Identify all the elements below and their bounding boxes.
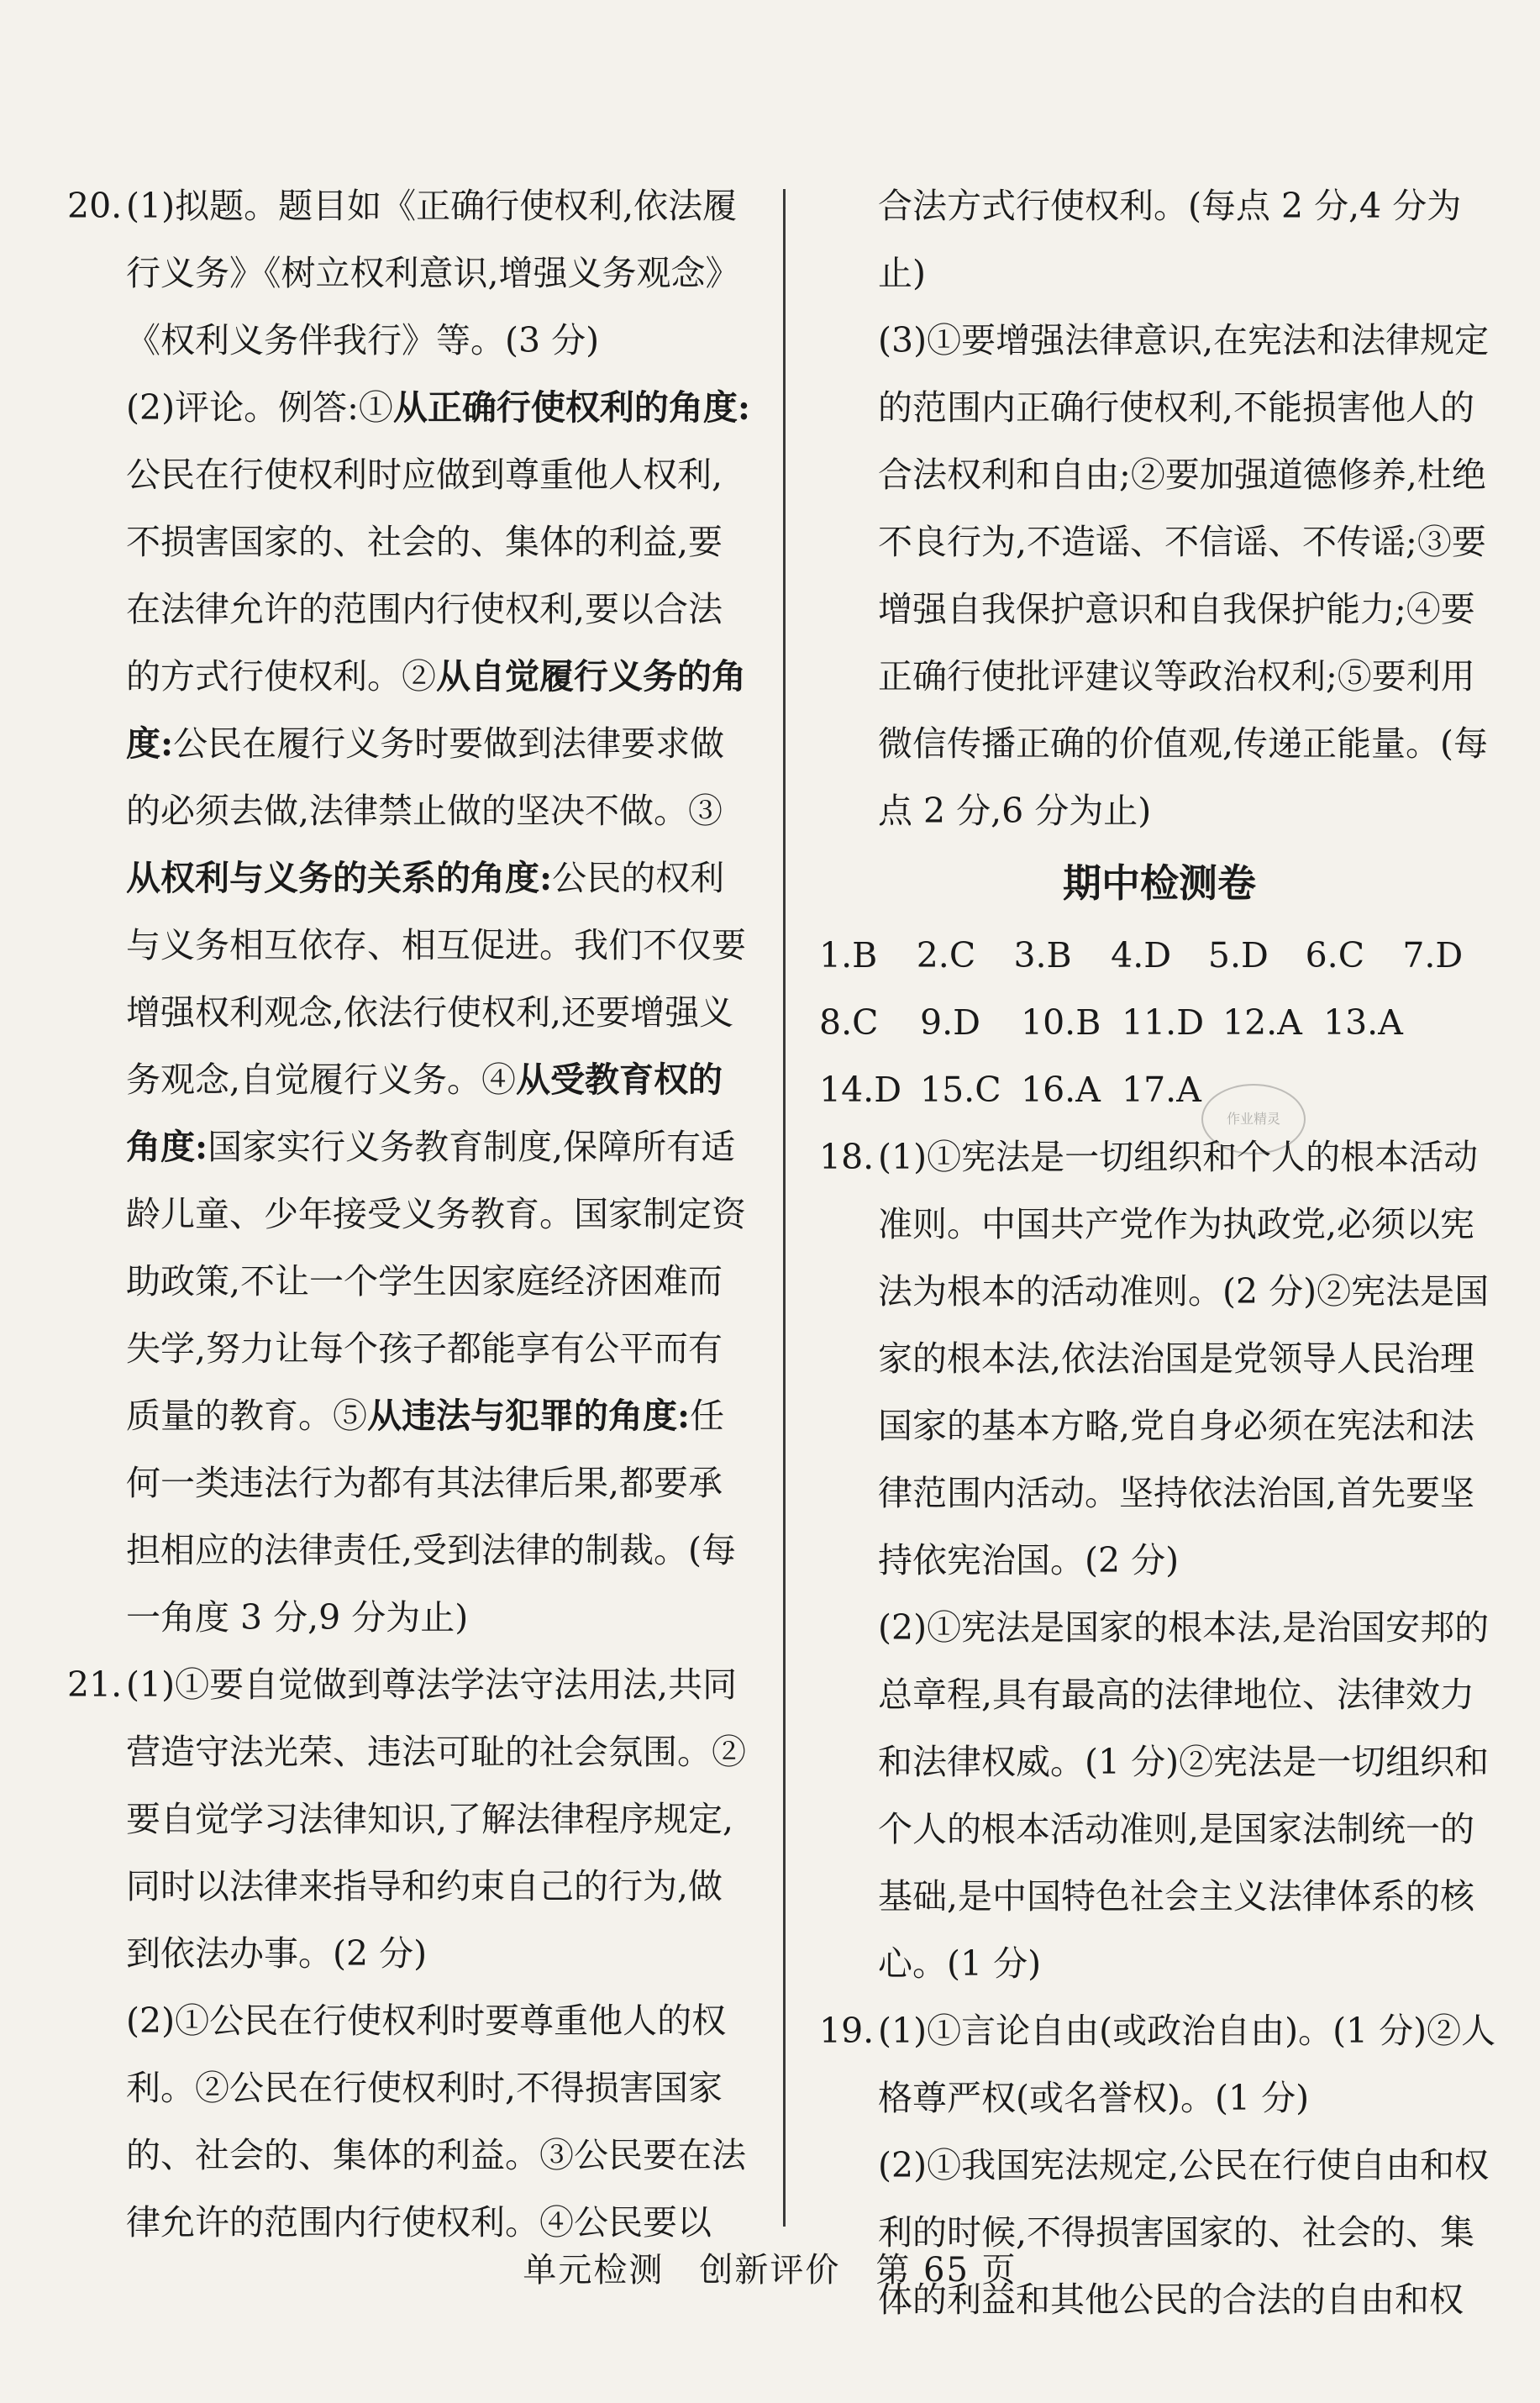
answer-key: 12.A — [1222, 1002, 1302, 1043]
answer-key: 17.A — [1122, 1070, 1201, 1110]
answer-row — [819, 1056, 1500, 1123]
answer-key: 1.B — [819, 935, 878, 975]
answer-paragraph: 合法方式行使权利。(每点 2 分,4 分为止) — [878, 186, 1462, 293]
answer-paragraph: (2)①宪法是国家的根本法,是治国安邦的总章程,具有最高的法律地位、法律效力和法律权威。(1 分)②宪法是一切组织和个人的根本活动准则,是国家法制统一的基础,是中国特色社会主义法律体系的核心。(1 分) — [878, 1607, 1490, 1984]
answer-key: 5.D — [1207, 935, 1269, 975]
answer-key: 15.C — [920, 1070, 1001, 1110]
bold-heading: 从权利与义务的关系的角度: — [126, 858, 553, 898]
choice-answers — [819, 922, 1500, 1123]
bold-heading: 从违法与犯罪的角度: — [367, 1396, 691, 1436]
answer-paragraph: (2)①公民在行使权利时要尊重他人的权利。②公民在行使权利时,不得损害国家的、社会的、集体的利益。③公民要在法律允许的范围内行使权利。④公民要以 — [126, 2001, 746, 2243]
answer-paragraph: (1)拟题。题目如《正确行使权利,依法履行义务》《树立权利意识,增强义务观念》《权利义务伴我行》等。(3 分) — [126, 186, 740, 360]
answer-paragraph: (1)①要自觉做到尊法学法守法用法,共同营造守法光荣、违法可耻的社会氛围。②要自觉学习法律知识,了解法律程序规定,同时以法律来指导和约束自己的行为,做到依法办事。(2 分) — [126, 1664, 746, 1974]
answer-key: 14.D — [819, 1070, 902, 1110]
answer-key: 13.A — [1323, 1002, 1403, 1043]
column-divider — [783, 189, 786, 2227]
question-number: 18. — [819, 1137, 875, 1177]
question-number: 20. — [67, 186, 123, 226]
answer-paragraph: (1)①宪法是一切组织和个人的根本活动准则。中国共产党作为执政党,必须以宪法为根本的活动准则。(2 分)②宪法是国家的根本法,依法治国是党领导人民治理国家的基本方略,党自身必须在宪法和法律范围内活动。坚持依法治国,首先要坚持依宪治国。(2 分) — [878, 1137, 1490, 1580]
page-footer: 单元检测 创新评价 第 65 页 — [523, 2251, 1017, 2290]
question-number: 19. — [819, 2011, 875, 2051]
answer-paragraph: (3)①要增强法律意识,在宪法和法律规定的范围内正确行使权利,不能损害他人的合法权利和自由;②要加强道德修养,杜绝不良行为,不造谣、不信谣、不传谣;③要增强自我保护意识和自我保护能力;④要正确行使批评建议等政治权利;⑤要利用微信传播正确的价值观,传递正能量。(每点 2 分,6 分为止) — [878, 320, 1490, 831]
answer-key: 9.D — [920, 1002, 980, 1043]
section-title: 期中检测卷 — [1063, 860, 1256, 906]
right-column — [819, 172, 1500, 2333]
bold-heading: 从正确行使权利的角度: — [392, 387, 751, 428]
answer-key: 11.D — [1122, 1002, 1205, 1043]
answer-row — [819, 989, 1500, 1056]
answer-paragraph: (2)①我国宪法规定,公民在行使自由和权利的时候,不得损害国家的、社会的、集体的利益和其他公民的合法的自由和权 — [878, 2145, 1490, 2320]
answer-key: 16.A — [1021, 1070, 1101, 1110]
answer-paragraph: (2)评论。例答:①从正确行使权利的角度:公民在行使权利时应做到尊重他人权利,不损害国家的、社会的、集体的利益,要在法律允许的范围内行使权利,要以合法的方式行使权利。②从自觉履行义务的角度:公民在履行义务时要做到法律要求做的必须去做,法律禁止做的坚决不做。③从权利与义务的关系的角度:公民的权利与义务相互依存、相互促进。我们不仅要增强权利观念,依法行使权利,还要增强义务观念,自觉履行义务。④从受教育权的角度:国家实行义务教育制度,保障所有适龄儿童、少年接受义务教育。国家制定资助政策,不让一个学生因家庭经济困难而失学,努力让每个孩子都能享有公平而有质量的教育。⑤从违法与犯罪的角度:任何一类违法行为都有其法律后果,都要承担相应的法律责任,受到法律的制裁。(每一角度 3 分,9 分为止) — [126, 387, 751, 1638]
answer-key: 10.B — [1021, 1002, 1101, 1043]
answer-key: 4.D — [1111, 935, 1172, 975]
answer-key: 2.C — [916, 935, 976, 975]
bold-heading: 从自觉履行义务的角度: — [126, 656, 746, 764]
bold-heading: 从受教育权的角度: — [126, 1060, 723, 1167]
answer-key: 6.C — [1305, 935, 1365, 975]
answer-key: 7.D — [1402, 935, 1464, 975]
question-number: 21. — [67, 1664, 123, 1705]
question-20 — [67, 172, 756, 1651]
watermark-stamp: 作业精灵 — [1201, 1084, 1306, 1154]
answer-key: 3.B — [1013, 935, 1072, 975]
question-18 — [819, 1123, 1500, 1997]
question-21 — [67, 1651, 756, 2256]
answer-row — [819, 922, 1500, 989]
left-column — [67, 172, 756, 2256]
answer-key: 8.C — [819, 1002, 879, 1043]
answer-paragraph: (1)①言论自由(或政治自由)。(1 分)②人格尊严权(或名誉权)。(1 分) — [878, 2011, 1496, 2118]
